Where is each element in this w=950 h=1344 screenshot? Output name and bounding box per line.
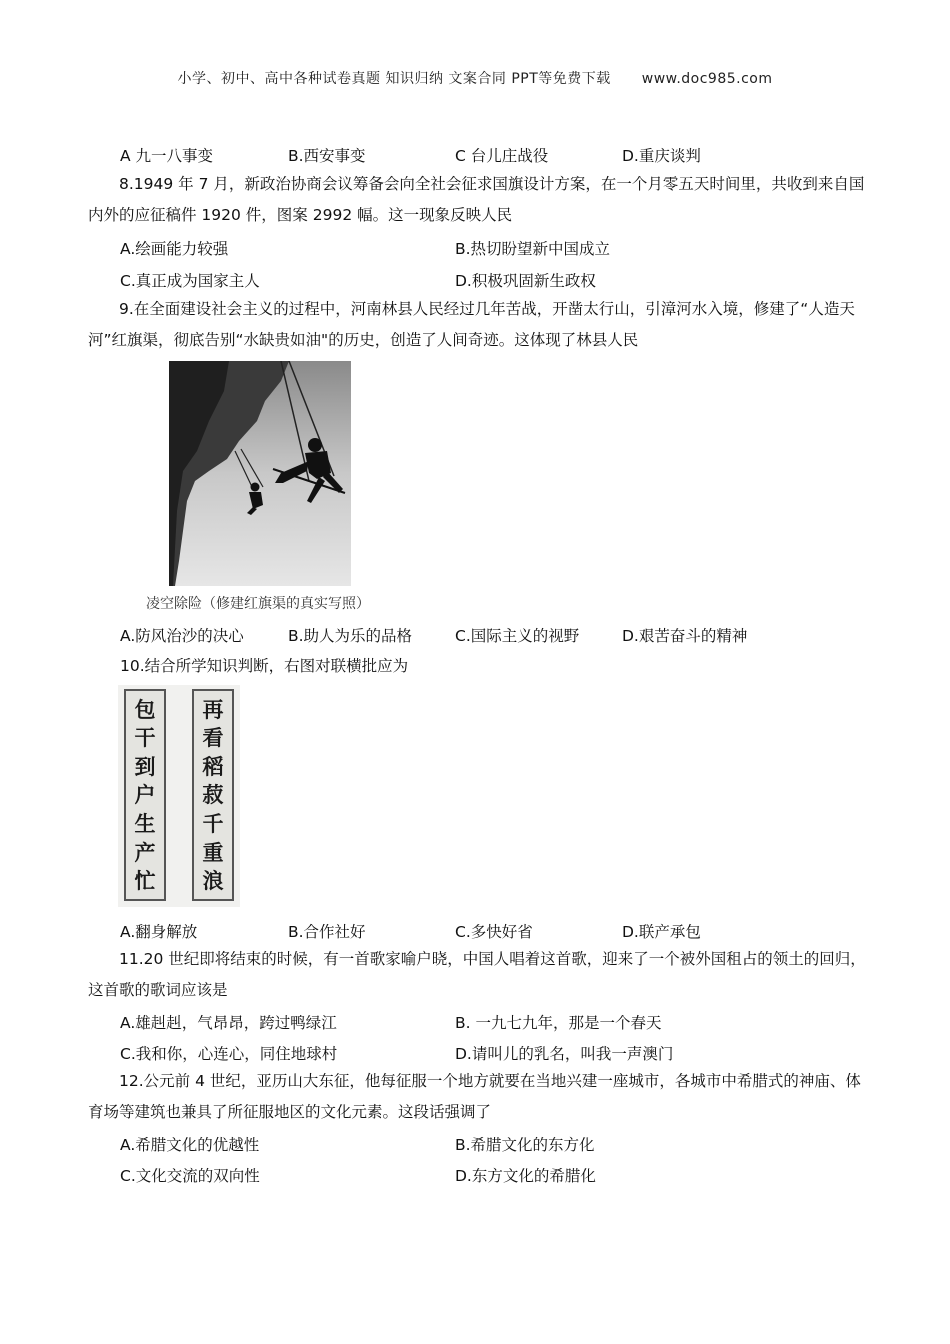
- q7-option-b: B.西安事变: [288, 147, 366, 165]
- couplet-right-char: 浪: [202, 868, 224, 894]
- q11-stem: 11.20 世纪即将结束的时候，有一首歌家喻户晓，中国人唱着这首歌，迎来了一个被外国租占的领土的回归，这首歌的歌词应该是: [88, 950, 866, 999]
- header-text: 小学、初中、高中各种试卷真题 知识归纳 文案合同 PPT等免费下载: [177, 71, 611, 87]
- couplet-right-char: 看: [202, 725, 224, 751]
- header-site: www.doc985.com: [641, 71, 773, 87]
- couplet-right-char: 重: [202, 839, 224, 865]
- q12-stem: 12.公元前 4 世纪，亚历山大东征，他每征服一个地方就要在当地兴建一座城市，各城市中希腊式的神庙、体育场等建筑也兼具了所征服地区的文化元素。这段话强调了: [88, 1072, 861, 1121]
- q11-option-d: D.请叫儿的乳名，叫我一声澳门: [455, 1045, 674, 1063]
- q8-stem: 8.1949 年 7 月，新政治协商会议筹备会向全社会征求国旗设计方案，在一个月零五天时间里，共收到来自国内外的应征稿件 1920 件，图案 2992 幅。这一现象反映人民: [88, 175, 865, 224]
- q10-option-b: B.合作社好: [288, 923, 366, 941]
- q7-option-c: C 台儿庄战役: [455, 147, 549, 165]
- couplet-right-char: 千: [202, 811, 224, 837]
- q11-option-a: A.雄赳赳，气昂昂，跨过鸭绿江: [120, 1014, 337, 1032]
- q11-option-b: B. 一九七九年，那是一个春天: [455, 1014, 662, 1032]
- q8-option-a: A.绘画能力较强: [120, 240, 229, 258]
- couplet-left-char: 到: [134, 753, 156, 779]
- q8-option-c: C.真正成为国家主人: [120, 272, 260, 290]
- couplet-left-char: 干: [134, 725, 156, 751]
- q12-option-a: A.希腊文化的优越性: [120, 1136, 260, 1154]
- couplet-right-char: 稻: [202, 753, 224, 779]
- q9-option-d: D.艰苦奋斗的精神: [622, 627, 748, 645]
- couplet-right-char: 菽: [202, 782, 224, 808]
- q11-option-c: C.我和你，心连心，同住地球村: [120, 1045, 338, 1063]
- q9-stem: 9.在全面建设社会主义的过程中，河南林县人民经过几年苦战，开凿太行山，引漳河水入境，修建了“人造天河”红旗渠，彻底告别“水缺贵如油"的历史，创造了人间奇迹。这体现了林县人民: [88, 300, 855, 349]
- couplet-left: [124, 689, 166, 901]
- q7-option-d: D.重庆谈判: [622, 147, 701, 165]
- q9-option-a: A.防风治沙的决心: [120, 627, 244, 645]
- couplet-right-char: 再: [202, 696, 224, 722]
- q10-option-c: C.多快好省: [455, 923, 533, 941]
- red-flag-canal-photo: [169, 361, 351, 586]
- q12-option-d: D.东方文化的希腊化: [455, 1167, 596, 1185]
- q12-option-c: C.文化交流的双向性: [120, 1167, 260, 1185]
- couplet-right: [192, 689, 234, 901]
- photo-caption: 凌空除险（修建红旗渠的真实写照）: [146, 596, 370, 612]
- q9-option-c: C.国际主义的视野: [455, 627, 580, 645]
- q9-option-b: B.助人为乐的品格: [288, 627, 413, 645]
- page-header: [0, 68, 950, 88]
- couplet-left-char: 包: [134, 696, 156, 722]
- couplet-left-char: 产: [134, 839, 156, 865]
- couplet-left-char: 户: [134, 782, 156, 808]
- q8-option-d: D.积极巩固新生政权: [455, 272, 596, 290]
- q8-option-b: B.热切盼望新中国成立: [455, 240, 611, 258]
- q10-stem: 10.结合所学知识判断，右图对联横批应为: [120, 657, 409, 675]
- q12-option-b: B.希腊文化的东方化: [455, 1136, 595, 1154]
- couplets-image: [118, 685, 240, 907]
- couplet-left-char: 生: [134, 811, 156, 837]
- q7-option-a: A 九一八事变: [120, 147, 214, 165]
- q10-option-a: A.翻身解放: [120, 923, 198, 941]
- q10-option-d: D.联产承包: [622, 923, 701, 941]
- couplet-left-char: 忙: [134, 868, 156, 894]
